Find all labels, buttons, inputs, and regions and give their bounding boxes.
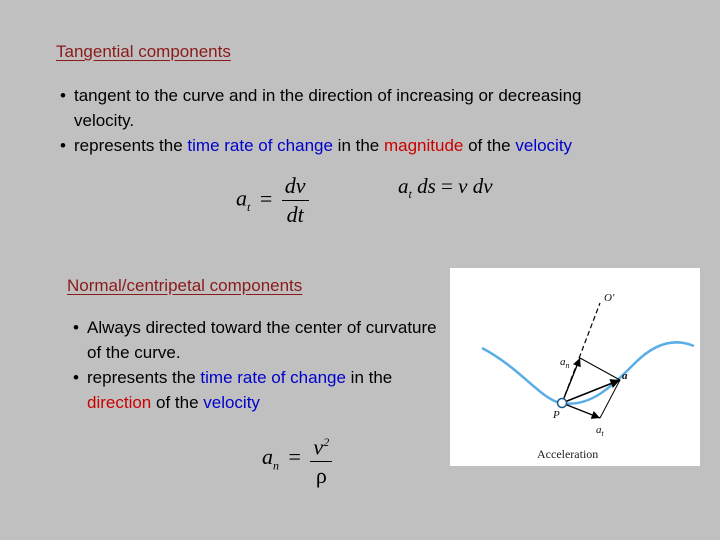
normal-velocity-word: velocity xyxy=(203,393,260,412)
tangential-equation-2 xyxy=(398,174,493,202)
eqn-numerator xyxy=(310,428,332,462)
acceleration-diagram xyxy=(450,268,700,466)
eq1-lhs: a xyxy=(236,185,247,211)
tangential-bullet-1-text: tangent to the curve and in the direction of increasing or decreasing velocity. xyxy=(74,86,582,130)
label-p: P xyxy=(553,409,560,421)
normal-heading: Normal/centripetal components xyxy=(67,276,303,295)
eq1-equals: = xyxy=(259,185,273,211)
eq1-denominator: dt xyxy=(286,202,304,227)
tangential-accel-arrow xyxy=(562,403,600,418)
label-at xyxy=(596,424,604,438)
normal-bullet-2-post: of the xyxy=(151,393,204,412)
normal-bullet-1 xyxy=(73,315,453,365)
tangential-bullet-2-mid: in the xyxy=(332,136,384,155)
eqn-fraction xyxy=(310,428,332,490)
tangential-bullet-2-post: of the xyxy=(463,136,516,155)
normal-bullet-2-mid: in the xyxy=(345,368,393,387)
tangential-heading: Tangential components xyxy=(56,42,231,61)
eq1-fraction xyxy=(282,172,309,229)
eqn-denominator: ρ xyxy=(315,463,327,489)
label-an xyxy=(560,356,570,370)
eqn-numerator-sup: 2 xyxy=(323,435,330,449)
eq2-rhs: v dv xyxy=(458,174,493,198)
figure-caption: Acceleration xyxy=(537,447,599,461)
normal-bullet-2-pre: represents the xyxy=(87,368,201,387)
label-an-sub: n xyxy=(565,361,570,371)
label-a: a xyxy=(622,370,628,382)
point-p xyxy=(558,399,567,408)
label-at-main: a xyxy=(596,424,602,436)
path-curve xyxy=(482,342,694,403)
eq2-a: a xyxy=(398,174,409,198)
normal-direction-word: direction xyxy=(87,393,152,412)
parallelogram-edge-1 xyxy=(580,358,620,380)
eq2-equals: = xyxy=(441,174,453,198)
tangential-bullet-2-pre: represents the xyxy=(74,136,188,155)
eqn-equals: = xyxy=(288,444,301,470)
tangential-rate-phrase: time rate of change xyxy=(187,136,333,155)
eqn-numerator-v: v xyxy=(313,434,324,460)
eq2-ds: ds xyxy=(417,174,436,198)
normal-equation xyxy=(262,428,332,490)
label-an-main: a xyxy=(560,356,566,368)
acceleration-figure xyxy=(450,268,700,466)
eq1-numerator: dv xyxy=(282,172,309,201)
normal-bullet-1-text: Always directed toward the center of curvature of the curve. xyxy=(87,318,437,362)
tangential-bullet-1 xyxy=(60,83,620,133)
eqn-lhs: a xyxy=(262,444,273,470)
normal-bullet-2 xyxy=(73,365,453,415)
tangential-bullet-2 xyxy=(60,133,620,158)
eqn-lhs-sub: n xyxy=(273,458,279,473)
label-o-prime: O′ xyxy=(604,292,615,304)
eq1-lhs-sub: t xyxy=(247,199,251,214)
tangential-magnitude-word: magnitude xyxy=(383,136,464,155)
label-at-sub: t xyxy=(601,429,604,439)
eq2-a-sub: t xyxy=(408,187,412,202)
tangential-equation-1 xyxy=(236,172,309,229)
tangential-bullets xyxy=(60,83,620,158)
normal-bullets xyxy=(73,315,453,415)
normal-rate-phrase: time rate of change xyxy=(200,368,346,387)
tangential-velocity-word: velocity xyxy=(515,136,573,155)
